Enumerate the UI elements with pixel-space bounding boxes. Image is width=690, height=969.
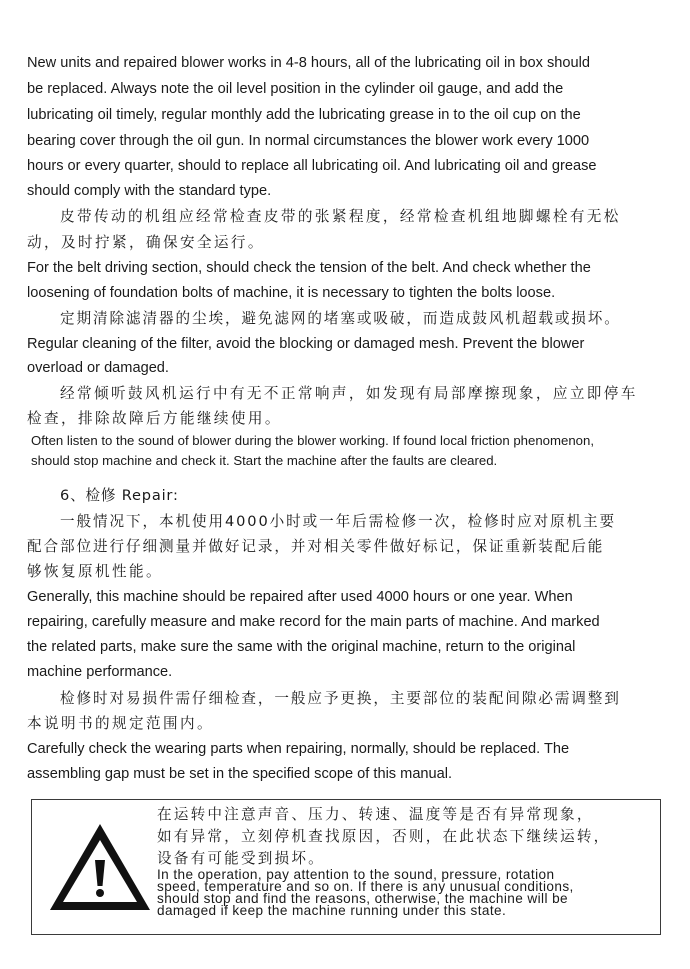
check-cn-line: 本说明书的规定范围内。 [27,715,214,732]
repair-cn-line: 够恢复原机性能。 [27,563,163,580]
lubrication-text-line: lubricating oil timely, regular monthly add the lubricating grease in to the oil cup on the [27,107,581,123]
check-en-line: assembling gap must be set in the specified scope of this manual. [27,766,453,782]
belt-cn-line: 皮带传动的机组应经常检查皮带的张紧程度，经常检查机组地脚螺栓有无松 [60,208,621,225]
warning-box [31,799,661,935]
filter-cn-line: 定期清除滤清器的尘埃，避免滤网的堵塞或吸破，而造成鼓风机超载或损坏。 [60,310,621,327]
listen-en-line: should stop machine and check it. Start the machine after the faults are cleared. [31,453,498,468]
repair-en-line: repairing, carefully measure and make record for the main parts of machine. And marked [27,614,600,630]
check-en-line: Carefully check the wearing parts when repairing, normally, should be replaced. The [27,741,570,757]
filter-en-line: overload or damaged. [27,360,169,376]
check-cn-line: 检修时对易损件需仔细检查，一般应予更换，主要部位的装配间隙必需调整到 [60,690,621,707]
repair-cn-line: 配合部位进行仔细测量并做好记录，并对相关零件做好标记，保证重新装配后能 [27,538,605,555]
repair-en-line: machine performance. [27,664,173,680]
lubrication-text-line: hours or every quarter, should to replace all lubricating oil. And lubricating oil and grease [27,158,597,174]
belt-en-line: loosening of foundation bolts of machine, it is necessary to tighten the bolts loose. [27,285,556,301]
warning-en-line: speed, temperature and so on. If there is any unusual conditions, [157,879,574,894]
repair-cn-line: 一般情况下，本机使用4000小时或一年后需检修一次，检修时应对原机主要 [60,513,617,530]
lubrication-text-line: should comply with the standard type. [27,183,272,199]
belt-en-line: For the belt driving section, should check the tension of the belt. And check whether the [27,260,591,276]
filter-en-line: Regular cleaning of the filter, avoid the blocking or damaged mesh. Prevent the blower [27,336,585,352]
warning-en-line: damaged if keep the machine running under this state. [157,903,507,918]
belt-cn-line: 动，及时拧紧，确保安全运行。 [27,234,265,251]
repair-en-line: Generally, this machine should be repaired after used 4000 hours or one year. When [27,589,573,605]
warning-en-line: In the operation, pay attention to the sound, pressure, rotation [157,867,555,882]
lubrication-text-line: bearing cover through the oil gun. In normal circumstances the blower work every 1000 [27,133,590,149]
warning-cn-line: 在运转中注意声音、压力、转速、温度等是否有异常现象， [157,806,594,823]
repair-heading: 6、检修 Repair: [60,487,179,504]
listen-en-line: Often listen to the sound of blower during the blower working. If found local friction phenomenon, [31,433,594,448]
warning-en-line: should stop and find the reasons, otherwise, the machine will be [157,891,568,906]
warning-cn-line: 如有异常，立刻停机查找原因，否则，在此状态下继续运转， [157,828,611,845]
listen-cn-line: 经常倾听鼓风机运行中有无不正常响声，如发现有局部摩擦现象，应立即停车 [60,385,638,402]
listen-cn-line: 检查，排除故障后方能继续使用。 [27,410,282,427]
repair-en-line: the related parts, make sure the same with the original machine, return to the original [27,639,576,655]
lubrication-text-line: New units and repaired blower works in 4-8 hours, all of the lubricating oil in box should [27,55,590,71]
warning-triangle-icon [48,822,152,914]
warning-cn-line: 设备有可能受到损坏。 [157,850,325,867]
lubrication-text-line: be replaced. Always note the oil level position in the cylinder oil gauge, and add the [27,81,564,97]
